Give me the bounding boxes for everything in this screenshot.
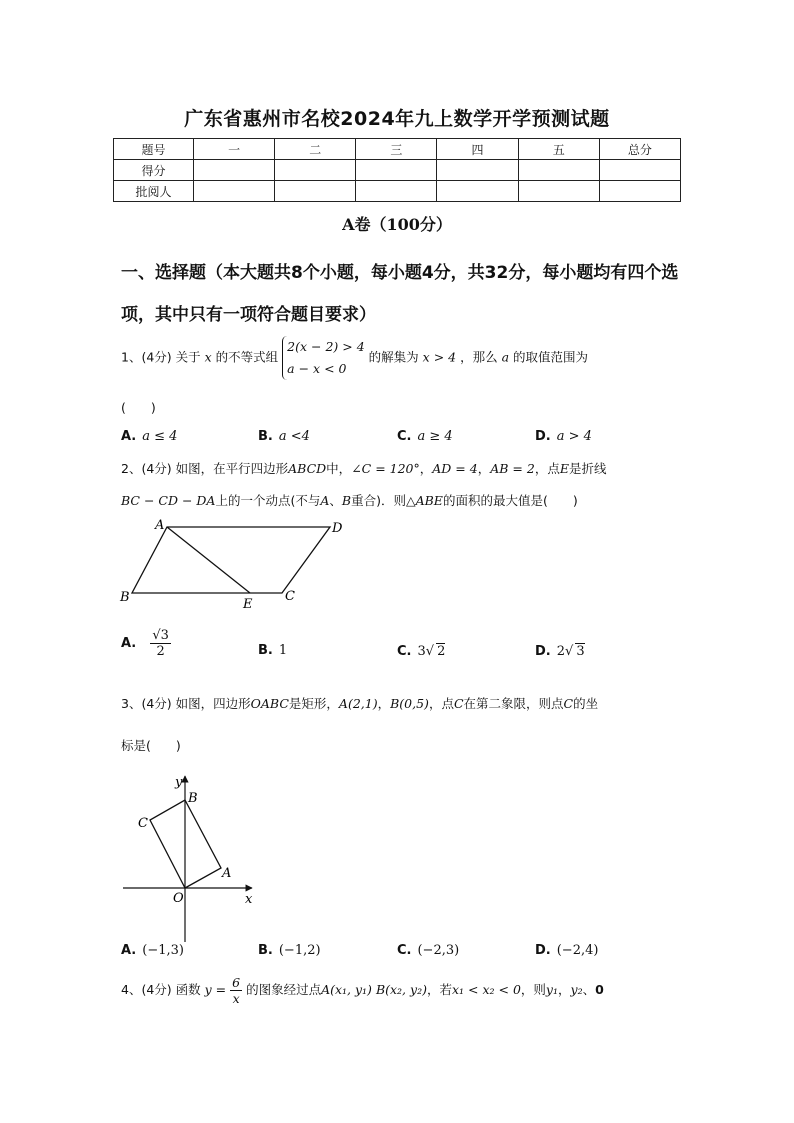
score-table-header-row	[114, 139, 681, 160]
option-label: C.	[397, 644, 412, 659]
option-value: (−1,2)	[278, 943, 321, 958]
option-label: B.	[258, 429, 273, 444]
q4-text: 4、(4分) 函数	[121, 982, 201, 997]
q2-text: 的面积的最大值是( )	[442, 493, 578, 508]
q3-point-b: B(0,5)	[390, 696, 429, 711]
table-cell: 总分	[599, 139, 680, 160]
q2-point-b: B	[341, 493, 352, 508]
option-value: (−2,4)	[556, 943, 599, 958]
question-3-line-2: 标是( )	[121, 738, 181, 753]
label-c: C	[138, 816, 148, 831]
score-table	[113, 138, 681, 202]
table-cell	[599, 160, 680, 181]
question-4	[121, 975, 691, 1006]
q3-text: ，	[377, 696, 391, 711]
fraction-denominator: 2	[156, 644, 165, 659]
question-2-line-2	[121, 491, 691, 509]
option-value: 1	[278, 643, 288, 658]
q1-mid: 的不等式组	[215, 349, 279, 365]
table-cell: 五	[518, 139, 599, 160]
q4-function-fraction	[230, 975, 242, 1006]
q2-text: ，	[419, 461, 433, 476]
q2-option-d[interactable]	[535, 643, 585, 659]
table-cell	[275, 181, 356, 202]
parallelogram-abcd	[132, 527, 330, 593]
table-cell	[518, 160, 599, 181]
q2-text: ，点	[534, 461, 560, 476]
q1-inequality-system	[282, 336, 365, 380]
option-label: B.	[258, 643, 273, 658]
q2-path: BC − CD − DA	[121, 493, 216, 508]
q2-point-e: E	[559, 461, 569, 476]
option-value: (−2,3)	[417, 943, 460, 958]
table-cell: 得分	[114, 160, 194, 181]
option-coef: 2	[556, 644, 566, 659]
q3-option-d[interactable]	[535, 943, 598, 958]
q1-option-d[interactable]	[535, 429, 592, 444]
q3-oabc: OABC	[250, 696, 289, 711]
fraction-denominator: x	[232, 991, 240, 1006]
fraction-numerator: 6	[232, 975, 241, 990]
q4-text: 、	[582, 982, 596, 997]
q3-option-b[interactable]	[258, 943, 321, 958]
q3-text: 是矩形，	[288, 696, 339, 711]
option-label: D.	[535, 429, 551, 444]
q2-option-a[interactable]	[121, 628, 171, 659]
option-label: A.	[121, 429, 137, 444]
option-label: D.	[535, 943, 551, 958]
q1-option-a[interactable]	[121, 429, 177, 444]
sqrt-sign: √	[565, 644, 574, 659]
table-cell: 一	[194, 139, 275, 160]
table-cell: 题号	[114, 139, 194, 160]
q2-abcd: ABCD	[288, 461, 327, 476]
q2-text: 2、(4分) 如图，在平行四边形	[121, 461, 289, 476]
table-cell: 批阅人	[114, 181, 194, 202]
option-radicand: 2	[437, 644, 446, 659]
option-label: A.	[121, 636, 137, 651]
q2-option-c[interactable]	[397, 643, 445, 659]
q3-option-a[interactable]	[121, 943, 184, 958]
q4-y1: y₁	[545, 982, 558, 997]
q1-solution: x > 4	[422, 349, 457, 365]
option-label: D.	[535, 644, 551, 659]
label-b: B	[120, 590, 130, 605]
fraction-numerator: √3	[152, 628, 169, 643]
label-a: A	[222, 866, 232, 881]
option-radicand: 3	[576, 644, 585, 659]
table-cell	[356, 160, 437, 181]
option-label: A.	[121, 943, 137, 958]
question-1	[121, 336, 691, 380]
label-c: C	[285, 589, 295, 604]
table-cell: 四	[437, 139, 518, 160]
label-a: A	[155, 518, 165, 533]
table-cell	[356, 181, 437, 202]
label-b: B	[188, 791, 198, 806]
q4-text: ，	[558, 982, 571, 997]
option-value: a ≥ 4	[417, 429, 453, 444]
q4-function-lhs: y =	[204, 982, 227, 997]
q3-text: 3、(4分) 如图，四边形	[121, 696, 251, 711]
table-cell: 二	[275, 139, 356, 160]
q2-ab: AB = 2	[490, 461, 535, 476]
table-cell	[275, 160, 356, 181]
q1-var-x: x	[204, 349, 212, 365]
option-fraction	[150, 628, 171, 659]
q2-parallelogram-figure	[110, 515, 350, 615]
q1-system-line-1: 2(x − 2) > 4	[287, 339, 365, 354]
table-cell: 三	[356, 139, 437, 160]
q4-zero: 0	[595, 982, 604, 997]
q2-text: 、	[329, 493, 342, 508]
q1-after: 的解集为	[368, 349, 419, 365]
q3-point-c: C	[563, 696, 574, 711]
option-label: C.	[397, 429, 412, 444]
option-label: C.	[397, 943, 412, 958]
table-cell	[599, 181, 680, 202]
q1-answer-blank: ( )	[121, 400, 156, 415]
q2-triangle: △ABE	[405, 493, 443, 508]
q2-ad: AD = 4	[432, 461, 478, 476]
score-table-row	[114, 160, 681, 181]
label-o: O	[173, 891, 184, 906]
q2-text: 上的一个动点(不与	[215, 493, 321, 508]
table-cell	[518, 181, 599, 202]
label-x: x	[245, 892, 253, 907]
label-y: y	[175, 775, 183, 790]
q3-text: 在第二象限，则点	[463, 696, 564, 711]
table-cell	[437, 160, 518, 181]
q1-option-c[interactable]	[397, 429, 453, 444]
q3-text: 的坐	[573, 696, 599, 711]
q3-text: ，点	[428, 696, 454, 711]
q4-condition: x₁ < x₂ < 0	[451, 982, 521, 997]
q3-point-a: A(2,1)	[338, 696, 378, 711]
q1-tail: ，那么	[460, 349, 498, 365]
q2-text: 是折线	[568, 461, 607, 476]
q4-point-b: B(x₂, y₂)	[375, 982, 427, 997]
q2-angle-c: ∠C = 120°	[351, 461, 420, 476]
question-2-line-1	[121, 459, 691, 477]
label-e: E	[243, 597, 253, 612]
option-coef: 3	[417, 644, 426, 659]
option-value: a <4	[278, 429, 310, 444]
question-3-line-1	[121, 694, 691, 712]
table-cell	[437, 181, 518, 202]
page-title: 广东省惠州市名校2024年九上数学开学预测试题	[184, 108, 610, 130]
q1-system-line-2: a − x < 0	[287, 361, 347, 376]
q4-text: ，则	[520, 982, 546, 997]
label-d: D	[332, 521, 343, 536]
option-label: B.	[258, 943, 273, 958]
section-heading: A卷（100分）	[342, 215, 452, 234]
q2-point-a: A	[320, 493, 330, 508]
q3-rectangle-figure	[118, 770, 268, 950]
option-value: a > 4	[556, 429, 592, 444]
segment-ae	[167, 527, 250, 593]
q3-point-c: C	[453, 696, 464, 711]
sqrt-sign: √	[425, 644, 435, 659]
q2-option-b[interactable]	[258, 643, 287, 658]
q2-text: ，	[477, 461, 491, 476]
q4-text: ，若	[426, 982, 452, 997]
part-one-heading: 一、选择题（本大题共8个小题，每小题4分，共32分，每小题均有四个选项，其中只有一项符合题目要求）	[121, 263, 679, 325]
q1-var-a: a	[501, 349, 510, 365]
q4-text: 的图象经过点	[246, 982, 322, 997]
option-value: a ≤ 4	[142, 429, 178, 444]
table-cell	[194, 160, 275, 181]
q4-point-a: A(x₁, y₁)	[321, 982, 372, 997]
q2-text: 中，	[326, 461, 352, 476]
q1-prefix: 1、(4分) 关于	[121, 349, 201, 365]
q2-text: 重合)．则	[351, 493, 406, 508]
q4-y2: y₂	[570, 982, 583, 997]
q1-end: 的取值范围为	[513, 349, 589, 365]
table-cell	[194, 181, 275, 202]
score-table-row	[114, 181, 681, 202]
option-value: (−1,3)	[142, 943, 184, 958]
q1-option-b[interactable]	[258, 429, 310, 444]
q3-option-c[interactable]	[397, 943, 459, 958]
